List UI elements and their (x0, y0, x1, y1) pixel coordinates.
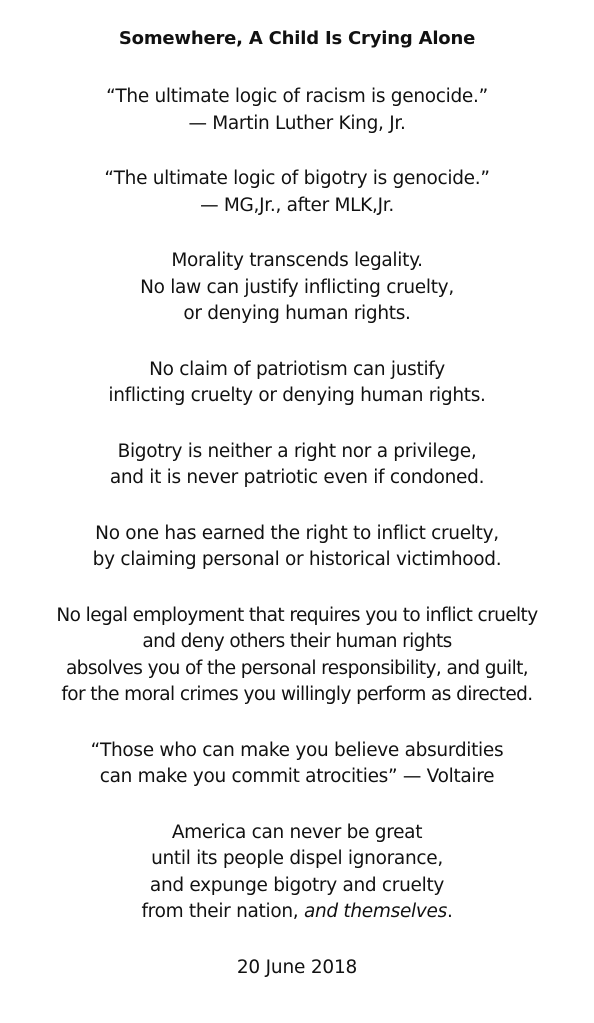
poem-line: No law can justify inflicting cruelty, (140, 276, 454, 298)
poem-line: for the moral crimes you willingly perform as directed. (61, 684, 533, 705)
stanza-voltaire-quote (0, 738, 594, 791)
poem-date: 20 June 2018 (236, 956, 358, 978)
stanza-america (0, 820, 594, 926)
poem-line: America can never be great (171, 821, 423, 843)
poem-line: absolves you of the personal responsibility, and guilt, (65, 657, 529, 679)
poem-line: or denying human rights. (183, 303, 411, 324)
stanza-patriotism (0, 357, 594, 410)
poem-line: — MG,Jr., after MLK,Jr. (200, 194, 394, 216)
final-line-period: . (446, 901, 453, 922)
poem-line: and deny others their human rights (142, 631, 452, 652)
poem-line: No one has earned the right to inflict cruelty, (95, 522, 499, 544)
poem-line: and it is never patriotic even if condoned. (109, 467, 485, 488)
poem-line: Morality transcends legality. (171, 250, 423, 271)
stanza-victimhood (0, 521, 594, 574)
poem-line: inflicting cruelty or denying human rights. (108, 385, 486, 406)
poem-line: Bigotry is neither a right nor a privilege, (117, 440, 477, 462)
poem-title: Somewhere, A Child Is Crying Alone (118, 28, 476, 49)
poem-line: “Those who can make you believe absurdities (90, 739, 504, 761)
poem-line: can make you commit atrocities” — Voltaire (99, 766, 495, 787)
poem-line-final (0, 899, 594, 926)
poem-line: — Martin Luther King, Jr. (188, 112, 406, 134)
poem-line: No legal employment that requires you to inflict cruelty (56, 604, 538, 626)
poem-line: “The ultimate logic of racism is genocide.” (106, 86, 488, 107)
stanza-mlk-quote (0, 84, 594, 137)
poem-line: “The ultimate logic of bigotry is genocide.” (104, 168, 490, 189)
stanza-bigotry-right (0, 439, 594, 492)
stanza-bigotry-quote (0, 166, 594, 219)
poem-line: No claim of patriotism can justify (149, 358, 445, 380)
final-line-emphasis: and themselves (303, 901, 447, 922)
stanza-morality (0, 248, 594, 328)
poem-line: until its people dispel ignorance, (151, 848, 443, 869)
final-line-text: from their nation, (141, 901, 304, 922)
stanza-employment (0, 603, 594, 709)
poem-line: and expunge bigotry and cruelty (149, 874, 445, 896)
poem-line: by claiming personal or historical victimhood. (92, 549, 502, 570)
